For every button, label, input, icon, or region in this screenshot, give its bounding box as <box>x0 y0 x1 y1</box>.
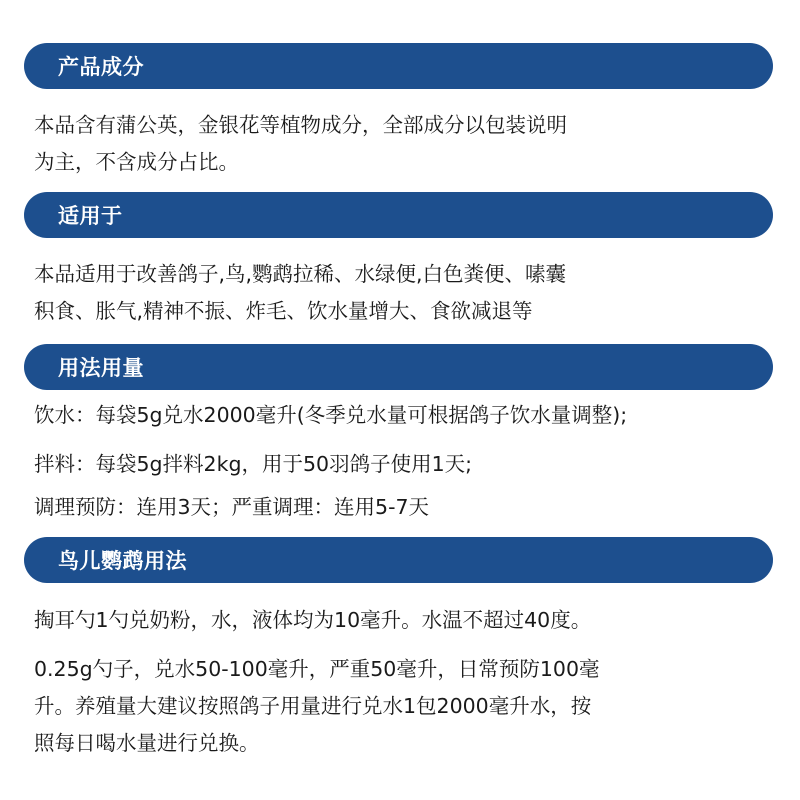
ingredients-line: 为主，不含成分占比。 <box>34 150 239 174</box>
dosage-item-feed <box>34 446 779 483</box>
applicable-line: 本品适用于改善鸽子,鸟,鹦鹉拉稀、水绿便,白色粪便、嗉囊 <box>34 262 567 286</box>
section-header-ingredients <box>24 43 773 89</box>
bird-usage-line: 掏耳勺1勺兑奶粉，水，液体均为10毫升。水温不超过40度。 <box>34 608 592 632</box>
bird-usage-line: 升。养殖量大建议按照鸽子用量进行兑水1包2000毫升水，按 <box>34 694 592 718</box>
dosage-line: 饮水：每袋5g兑水2000毫升(冬季兑水量可根据鸽子饮水量调整); <box>34 403 628 427</box>
section-header-dosage <box>24 344 773 390</box>
ingredients-line: 本品含有蒲公英，金银花等植物成分，全部成分以包装说明 <box>34 113 567 137</box>
bird-usage-para-2 <box>34 651 779 762</box>
dosage-item-water <box>34 397 779 434</box>
ingredients-description <box>34 107 779 181</box>
section-title-dosage: 用法用量 <box>58 356 144 380</box>
bird-usage-line: 照每日喝水量进行兑换。 <box>34 731 260 755</box>
bird-usage-para-1 <box>34 602 779 639</box>
dosage-line: 拌料：每袋5g拌料2kg，用于50羽鸽子使用1天; <box>34 452 473 476</box>
dosage-line: 调理预防：连用3天；严重调理：连用5-7天 <box>34 495 430 519</box>
section-header-applicable <box>24 192 773 238</box>
section-title-bird-usage: 鸟儿鹦鹉用法 <box>58 549 187 573</box>
dosage-item-prevention <box>34 489 779 526</box>
applicable-description <box>34 256 779 330</box>
section-title-ingredients: 产品成分 <box>58 55 144 79</box>
bird-usage-line: 0.25g勺子，兑水50-100毫升，严重50毫升，日常预防100毫 <box>34 657 600 681</box>
section-header-bird-usage <box>24 537 773 583</box>
applicable-line: 积食、胀气,精神不振、炸毛、饮水量增大、食欲减退等 <box>34 299 533 323</box>
section-title-applicable: 适用于 <box>58 204 123 228</box>
